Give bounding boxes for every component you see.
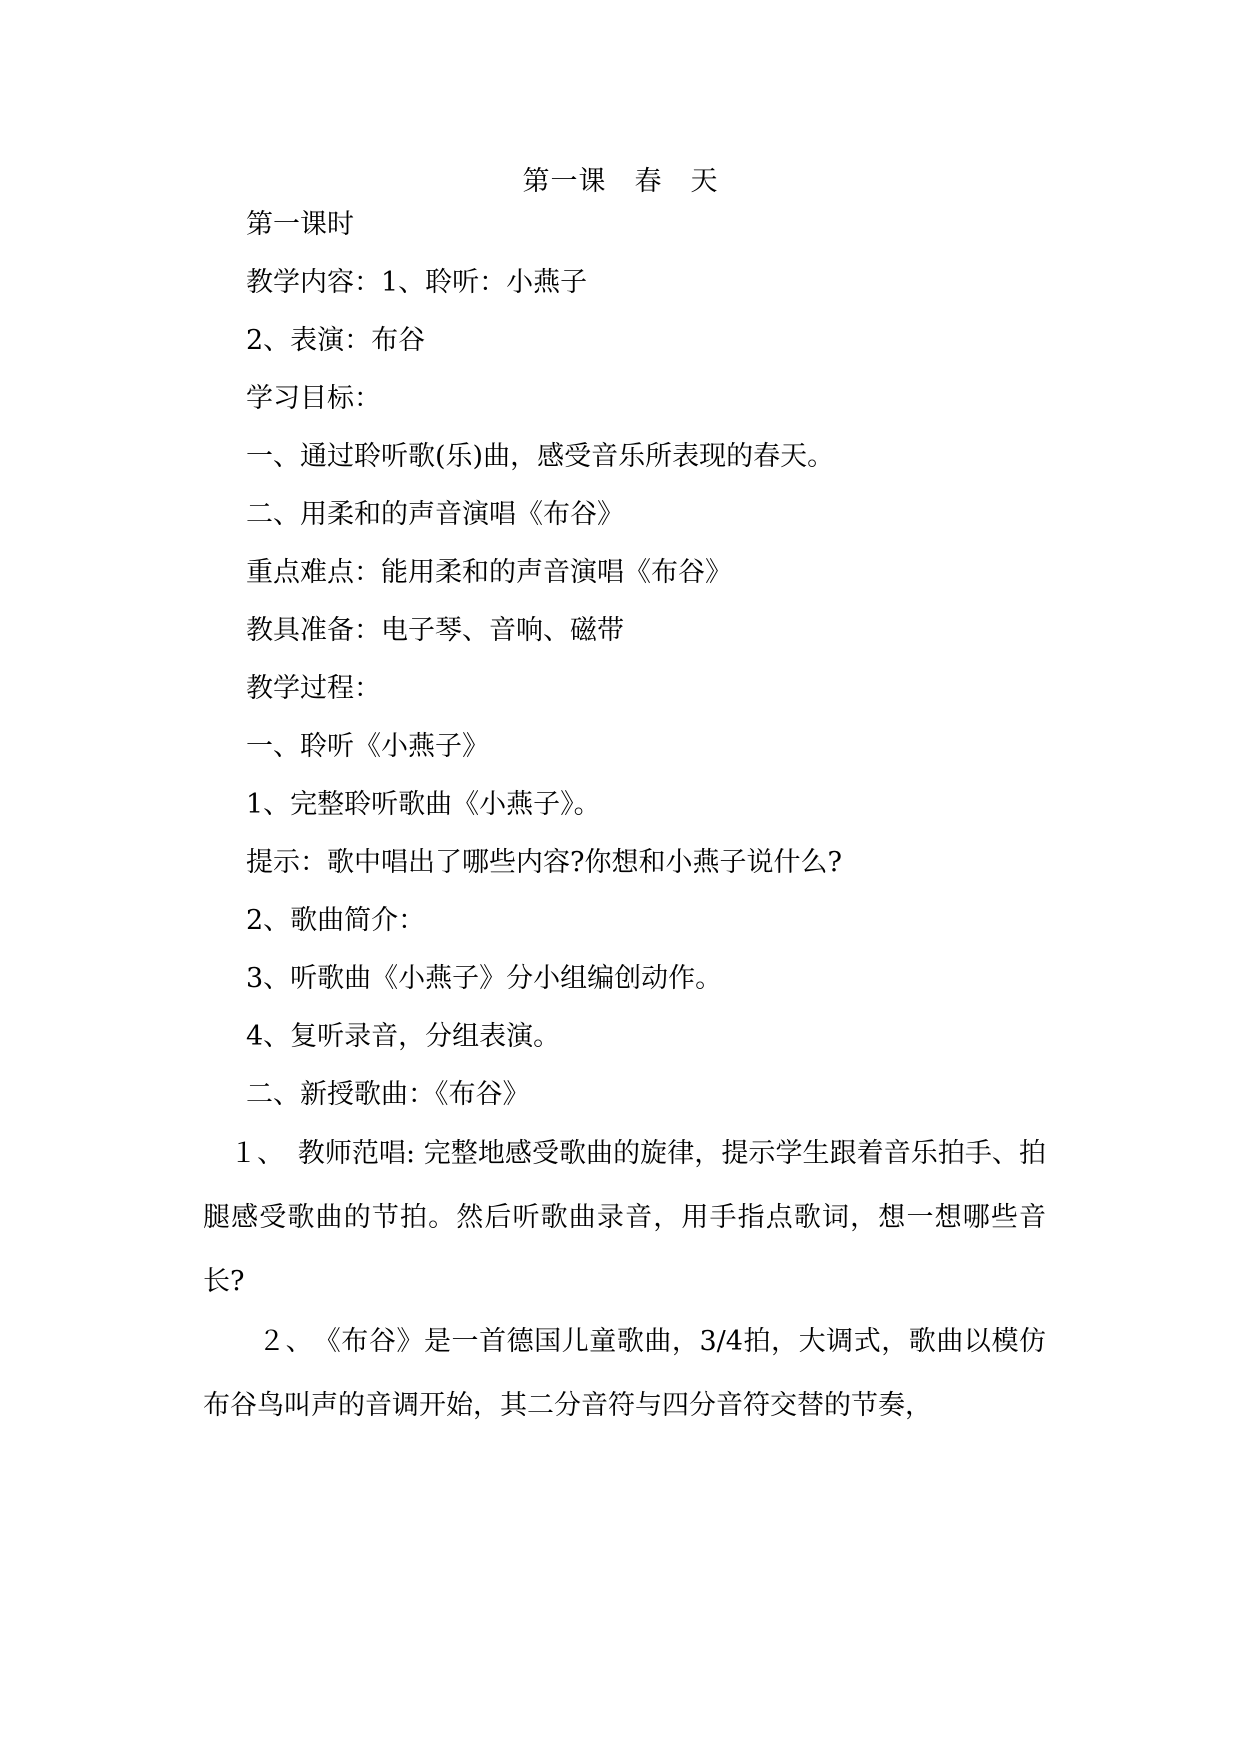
learning-goal-2: 二、用柔和的声音演唱《布谷》 xyxy=(246,499,624,530)
paragraph-song-intro: ２、 《布谷》是一首德国儿童歌曲，3/4拍，大调式，歌曲以模仿布谷鸟叫声的音调开始，其二分音符与四分音符交替的节奏， xyxy=(203,1326,1046,1421)
teaching-aids: 教具准备：电子琴、音响、磁带 xyxy=(246,615,624,646)
hint-line: 提示：歌中唱出了哪些内容?你想和小燕子说什么? xyxy=(246,847,842,878)
step-1: 1、完整聆听歌曲《小燕子》。 xyxy=(246,789,601,820)
paragraph-teacher-demo: １、 教师范唱: 完整地感受歌曲的旋律，提示学生跟着音乐拍手、拍腿感受歌曲的节拍。然后听歌曲录音，用手指点歌词，想一想哪些音长? xyxy=(203,1138,1046,1297)
teaching-content-item-2: 2、表演：布谷 xyxy=(246,325,426,356)
teaching-process-heading: 教学过程： xyxy=(246,673,381,704)
section-1-heading: 一、聆听《小燕子》 xyxy=(246,731,489,762)
section-2-heading: 二、新授歌曲：《布谷》 xyxy=(246,1079,530,1110)
learning-goal-1: 一、通过聆听歌(乐)曲，感受音乐所表现的春天。 xyxy=(246,441,835,472)
step-3: 3、听歌曲《小燕子》分小组编创动作。 xyxy=(246,963,723,994)
learning-goals-heading: 学习目标： xyxy=(246,383,381,414)
step-2: 2、歌曲简介： xyxy=(246,905,426,936)
lesson-title: 第一课 春 天 xyxy=(522,166,719,197)
step-4: 4、复听录音，分组表演。 xyxy=(246,1021,561,1052)
lesson-session: 第一课时 xyxy=(246,209,354,240)
key-difficulty: 重点难点：能用柔和的声音演唱《布谷》 xyxy=(246,557,732,588)
teaching-content: 教学内容：1、聆听：小燕子 xyxy=(246,267,588,298)
